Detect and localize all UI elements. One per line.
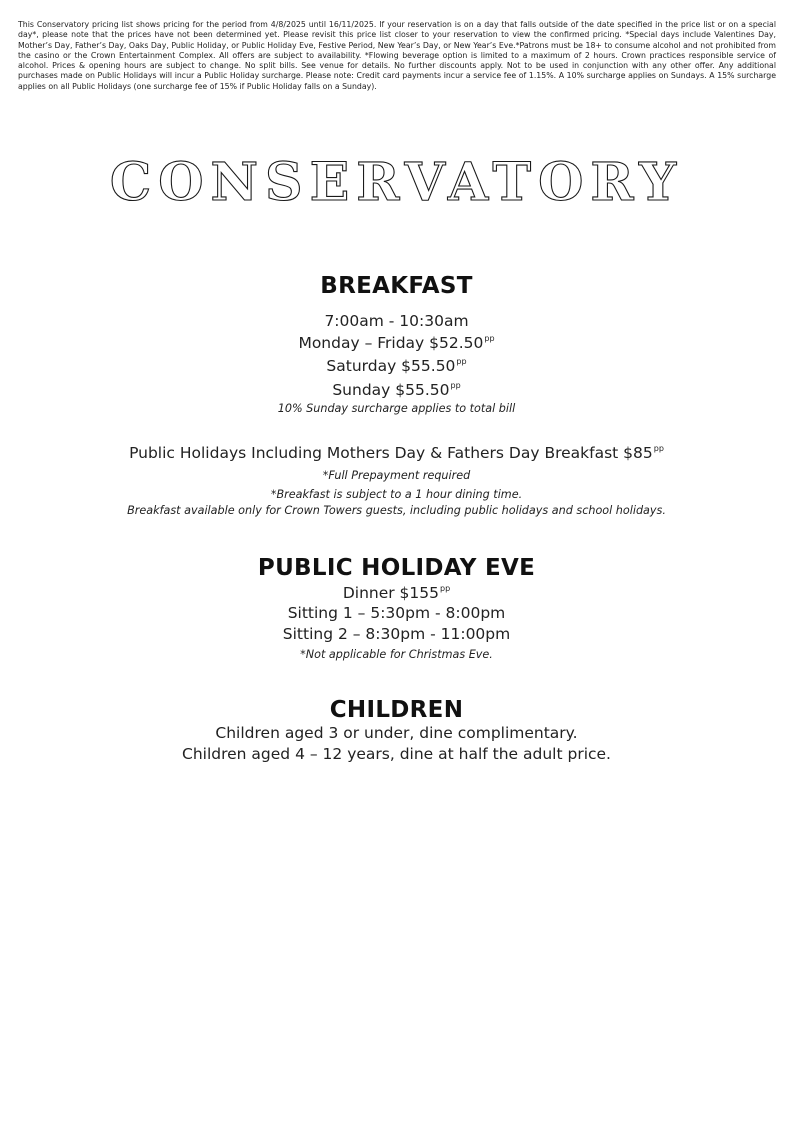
disclaimer-text: This Conservatory pricing list shows pricing for the period from 4/8/2025 until 16/11/2025. If your reservation is on a day that falls outside of the date specified in the price list or on a special day*, please note that the prices have not been determined yet. Please revisit this price list closer to your reservation to view the confirmed pricing. *Special days include Valentines Day, Mother’s Day, Father’s Day, Oaks Day, Public Holiday, or Public Holiday Eve, Festive Period, New Year’s Day, or New Year’s Eve.*Patrons must be 18+ to consume alcohol and not prohibited from the casino or the Crown Entertainment Complex. All offers are subject to availability. *Flowing beverage option is limited to a maximum of 2 hours. Crown practices responsible service of alcohol. Prices & opening hours are subject to change. No split bills. See venue for details. No further discounts apply. Not to be used in conjunction with any other offer. Any additional purchases made on Public Holidays will incur a Public Holiday surcharge. Please note: Credit card payments incur a service fee of 1.15%. A 10% surcharge applies on Sundays. A 15% surcharge applies on all Public Holidays (one surcharge fee of 15% if Public Holiday falls on a Sunday). [18, 20, 776, 91]
breakfast-hours: 7:00am - 10:30am [324, 312, 469, 330]
dining-time-note: *Breakfast is subject to a 1 hour dining time. [270, 488, 523, 501]
conservatory-logo: CONSERVATORY [109, 152, 684, 213]
eve-sitting-2: Sitting 2 – 8:30pm - 11:00pm [282, 625, 511, 643]
breakfast-heading: BREAKFAST [320, 273, 473, 299]
breakfast-weekday-price: Monday – Friday $\$52.50^{pp}$ [298, 334, 495, 352]
children-line-2: Children aged 4 – 12 years, dine at half the adult price. [182, 745, 611, 763]
public-holiday-eve-heading: PUBLIC HOLIDAY EVE [257, 555, 536, 581]
towers-guests-note: Breakfast available only for Crown Towers guests, including public holidays and school holidays. [127, 504, 666, 517]
sunday-surcharge-note: 10% Sunday surcharge applies to total bill [277, 402, 516, 415]
breakfast-saturday-price: Saturday $\$55.50^{pp}$ [326, 357, 467, 375]
eve-dinner-price: Dinner $\$155^{pp}$ [342, 584, 451, 602]
children-line-1: Children aged 3 or under, dine complimentary. [215, 724, 578, 742]
breakfast-sunday-price: Sunday $\$55.50^{pp}$ [332, 381, 461, 399]
children-heading: CHILDREN [329, 697, 464, 723]
christmas-eve-note: *Not applicable for Christmas Eve. [300, 648, 493, 661]
eve-sitting-1: Sitting 1 – 5:30pm - 8:00pm [287, 604, 506, 622]
prepayment-note: *Full Prepayment required [322, 469, 471, 482]
public-holiday-breakfast-price: Public Holidays Including Mothers Day & Fathers Day Breakfast $\$85^{pp}$ [129, 444, 664, 462]
